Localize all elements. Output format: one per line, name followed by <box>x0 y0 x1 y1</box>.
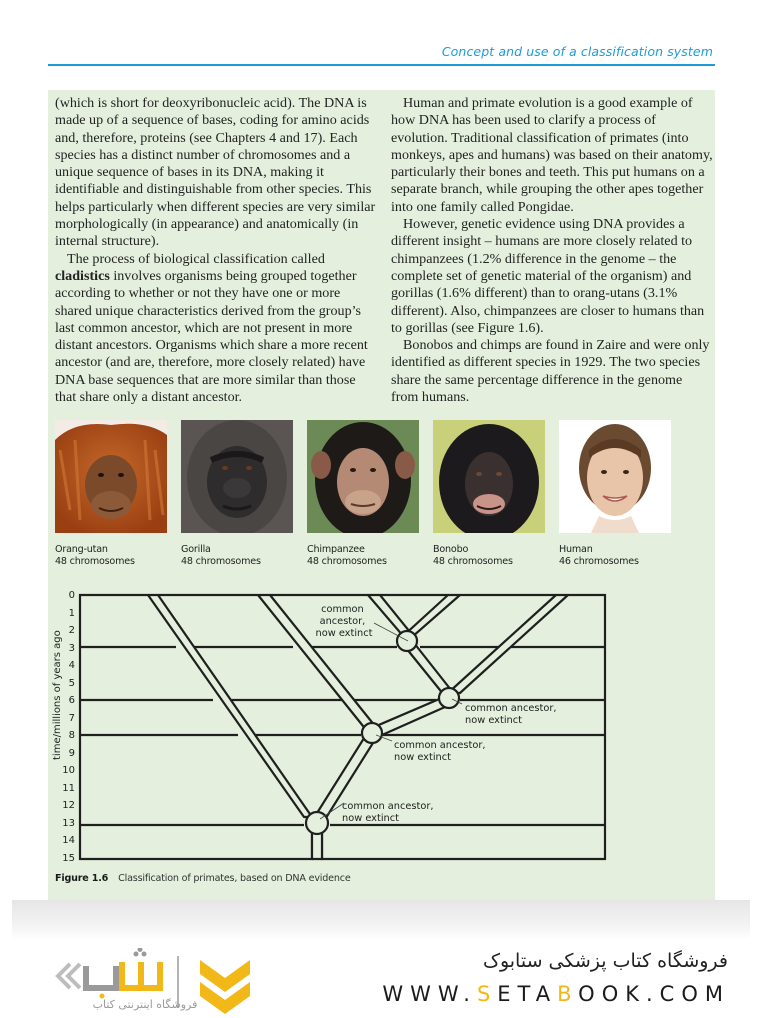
store-url: WWW.SETABOOK.COM <box>382 982 730 1006</box>
bonobo-photo <box>433 420 545 533</box>
tick-15: 15 <box>62 853 75 864</box>
tick-2: 2 <box>68 625 75 636</box>
tick-4: 4 <box>68 660 75 671</box>
running-head-title: Concept and use of a classification system <box>441 44 713 59</box>
human-photo <box>559 420 671 533</box>
tick-5: 5 <box>68 678 75 689</box>
tick-14: 14 <box>62 835 75 846</box>
species-label: Gorilla 48 chromosomes <box>181 544 261 567</box>
species-label: Bonobo 48 chromosomes <box>433 544 513 567</box>
paragraph-bonobos: Bonobos and chimps are found in Zaire and were only identified as different species in 1929. The two species share the same percentage difference in the genome from humans. <box>391 337 710 406</box>
store-name: فروشگاه کتاب پزشکی ستابوک <box>482 950 728 972</box>
right-column <box>391 95 713 406</box>
tick-6: 6 <box>68 695 75 706</box>
tick-0: 0 <box>68 590 75 601</box>
gorilla-photo <box>181 420 293 533</box>
tick-10: 10 <box>62 765 75 776</box>
figure-caption-text: Classification of primates, based on DNA evidence <box>118 873 351 884</box>
tick-9: 9 <box>68 748 75 759</box>
svg-text:فروشگاه اینترنتی کتاب: فروشگاه اینترنتی کتاب <box>92 998 198 1011</box>
label-node-gorilla-split: common ancestor, now extinct <box>394 740 486 763</box>
species-label: Human 46 chromosomes <box>559 544 639 567</box>
double-chevron-icon <box>58 964 80 988</box>
y-axis-ticks <box>62 590 75 864</box>
species-card-chimpanzee <box>307 420 419 568</box>
species-label: Orang-utan 48 chromosomes <box>55 544 135 567</box>
label-node-chimp-human: common ancestor, now extinct <box>465 703 557 726</box>
footer-watermark <box>0 940 760 1018</box>
figure-number: Figure 1.6 <box>55 873 109 884</box>
species-photo-row <box>55 420 695 580</box>
running-head <box>48 42 715 66</box>
species-card-orangutan <box>55 420 167 568</box>
species-card-gorilla <box>181 420 293 568</box>
tick-3: 3 <box>68 643 75 654</box>
tick-8: 8 <box>68 730 75 741</box>
tick-11: 11 <box>62 783 75 794</box>
species-card-human <box>559 420 671 568</box>
term-cladistics: cladistics <box>55 267 110 284</box>
figure-caption <box>55 873 351 884</box>
phylogenetic-tree <box>48 585 715 875</box>
tick-1: 1 <box>68 608 75 619</box>
paragraph-genetic-evidence: However, genetic evidence using DNA provides a different insight – humans are more closely related to chimpanzees (1.2% difference in the genome – the complete set of genetic material of the organism) and gorillas (1.6% different) than to orang-utans (3.1% different). Also, chimpanzees are closer to humans than to gorillas (see Figure 1.6). <box>391 216 705 336</box>
setabook-logo <box>50 948 300 1014</box>
species-label: Chimpanzee 48 chromosomes <box>307 544 387 567</box>
left-column <box>55 95 377 406</box>
y-axis-label: time/millions of years ago <box>52 630 63 760</box>
species-card-bonobo <box>433 420 545 568</box>
page-shadow <box>12 900 750 940</box>
label-node-chimp-bonobo: common ancestor, now extinct <box>315 604 373 639</box>
tick-12: 12 <box>62 800 75 811</box>
paragraph-cladistics: The process of biological classification called cladistics involves organisms being grouped together according to whether or not they have one or more shared unique characteristics derived from the group’s last common ancestor, which are not present in more distant ancestors. Organisms which share a more recent ancestor (and are, therefore, more closely related) have DNA base sequences that are more similar than those that share only a distant ancestor. <box>55 250 368 406</box>
tree-diagram <box>48 585 715 875</box>
label-node-orangutan-split: common ancestor, now extinct <box>342 801 434 824</box>
setabook-chevron-icon <box>200 960 250 1014</box>
tick-13: 13 <box>62 818 75 829</box>
paragraph-human-primate: Human and primate evolution is a good example of how DNA has been used to clarify a process of evolution. Traditional classification of primates (into monkeys, apes and humans) was based on their anatomy, particularly their bones and teeth. This put humans on a separate branch, while grouping the other apes together into one family called Pongidae. <box>391 95 713 215</box>
chimpanzee-photo <box>307 420 419 533</box>
orangutan-photo <box>55 420 167 533</box>
tick-7: 7 <box>68 713 75 724</box>
paragraph-dna: (which is short for deoxyribonucleic acid). The DNA is made up of a sequence of bases, coding for amino acids and, therefore, proteins (see Chapters 4 and 17). Each species has a distinct number of chromosomes and a unique sequence of bases in its DNA, making it identifiable and distinguishable from other species. This helps particularly when different species are very similar morphologically (in appearance) and anatomically (in internal structure). <box>55 95 376 250</box>
